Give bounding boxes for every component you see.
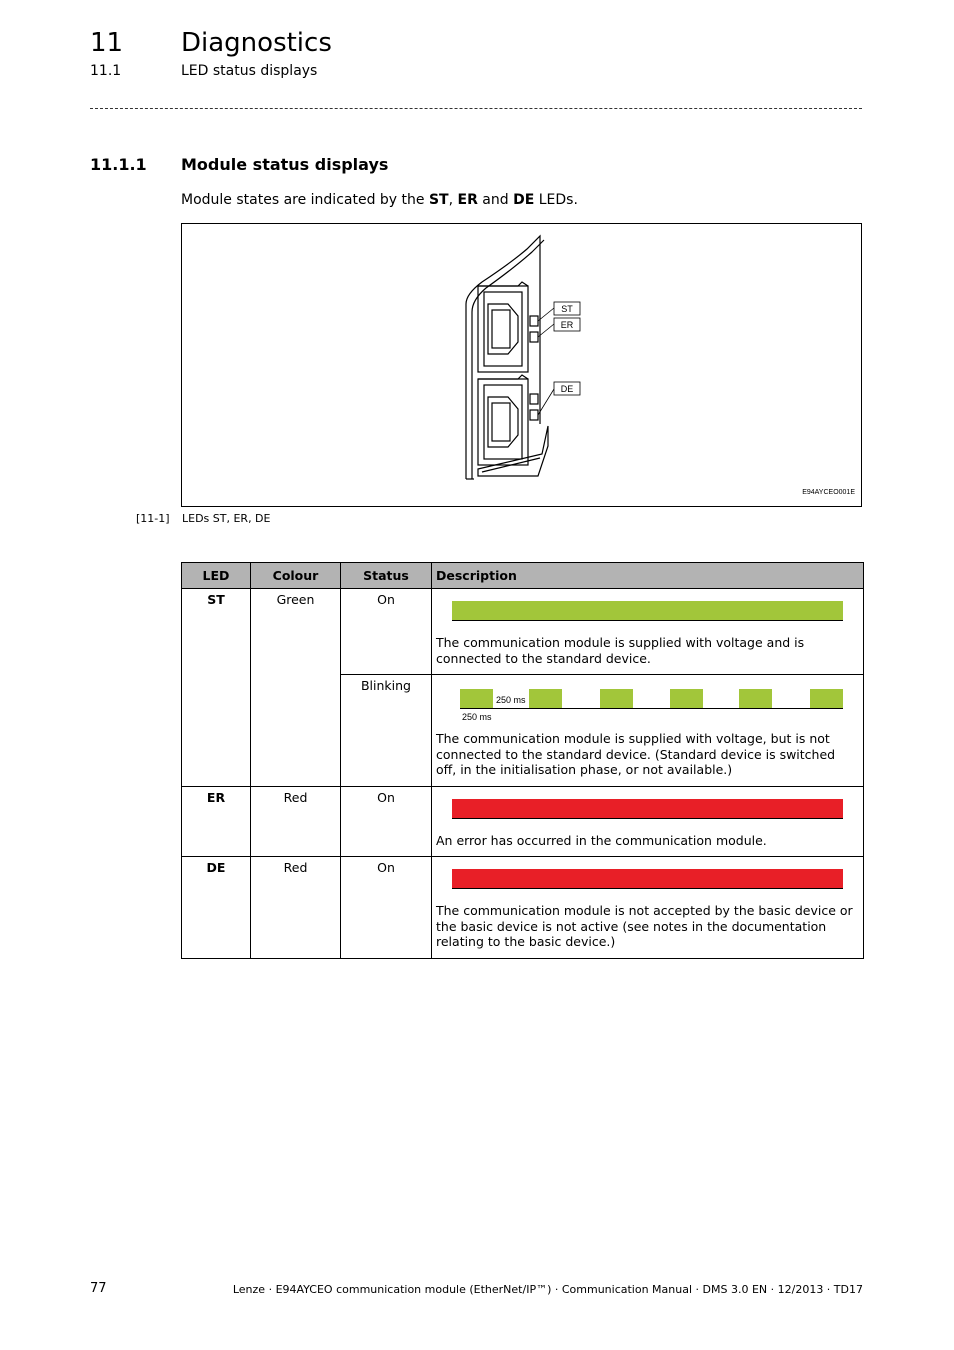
intro-sep: , (448, 192, 458, 208)
footer-text: Lenze · E94AYCEO communication module (EtherNet/IP™) · Communication Manual · DMS 3.0 EN · 12/2013 · TD17 (232, 1283, 863, 1296)
pulse-label-on: 250 ms (462, 712, 492, 722)
blink-pulse (460, 689, 493, 708)
description-text: The communication module is not accepted by the basic device or the basic device is not active (see notes in the documentation relating to the basic device.) (436, 903, 853, 949)
pulse-label-off: 250 ms (496, 695, 526, 705)
table-row (182, 857, 864, 959)
section-number: 11.1 (90, 63, 122, 79)
figure-code: E94AYCEO001E (802, 489, 855, 496)
module-outline (466, 236, 548, 479)
intro-de: DE (513, 192, 535, 208)
module-drawing (182, 224, 863, 508)
table-row (182, 589, 864, 675)
blink-pulse (600, 689, 633, 708)
header-colour: Colour (251, 563, 341, 589)
description-text: The communication module is supplied with voltage and is connected to the standard device. (436, 635, 805, 666)
label-er: ER (560, 320, 574, 330)
table-row (182, 786, 864, 857)
led-on-green-bar (452, 601, 843, 621)
led-on-red-bar (452, 799, 843, 819)
label-st: ST (561, 304, 573, 314)
blink-pulse (739, 689, 772, 708)
led-figure (181, 223, 862, 507)
figure-caption-number: [11-1] (136, 512, 170, 525)
intro-and: and (477, 192, 514, 208)
section-title: LED status displays (181, 63, 318, 79)
colour-cell: Red (251, 857, 341, 959)
description-text: An error has occurred in the communication module. (436, 832, 767, 848)
figure-caption-text: LEDs ST, ER, DE (182, 512, 271, 525)
led-cell: ST (182, 589, 251, 787)
intro-suffix: LEDs. (534, 192, 578, 208)
blink-pulse (670, 689, 703, 708)
header-divider (90, 108, 862, 109)
description-cell (432, 675, 864, 787)
description-cell (432, 589, 864, 675)
subsection-title: Module status displays (181, 155, 389, 174)
intro-st: ST (428, 192, 449, 208)
table-header-row (182, 563, 864, 589)
chapter-title: Diagnostics (181, 28, 332, 58)
intro-paragraph (181, 192, 578, 208)
led-status-table (181, 562, 864, 959)
description-text: The communication module is supplied with voltage, but is not connected to the standard device. (Standard device is switched off, in the initialisation phase, or not available.) (436, 731, 836, 777)
label-de: DE (560, 384, 574, 394)
blink-pulse (810, 689, 843, 708)
header-status: Status (341, 563, 432, 589)
blink-baseline (460, 708, 843, 709)
description-cell (432, 786, 864, 857)
blink-diagram (452, 689, 843, 725)
status-cell: Blinking (341, 675, 432, 787)
intro-prefix: Module states are indicated by the (181, 192, 429, 208)
subsection-number: 11.1.1 (90, 155, 147, 174)
description-cell (432, 857, 864, 959)
status-cell: On (341, 589, 432, 675)
blink-pulse (529, 689, 562, 708)
status-cell: On (341, 786, 432, 857)
intro-er: ER (457, 192, 478, 208)
led-cell: DE (182, 857, 251, 959)
led-on-red-bar (452, 869, 843, 889)
colour-cell: Green (251, 589, 341, 787)
header-description: Description (432, 563, 864, 589)
status-cell: On (341, 857, 432, 959)
colour-cell: Red (251, 786, 341, 857)
chapter-number: 11 (90, 28, 124, 58)
page-number: 77 (90, 1281, 107, 1296)
header-led: LED (182, 563, 251, 589)
led-cell: ER (182, 786, 251, 857)
